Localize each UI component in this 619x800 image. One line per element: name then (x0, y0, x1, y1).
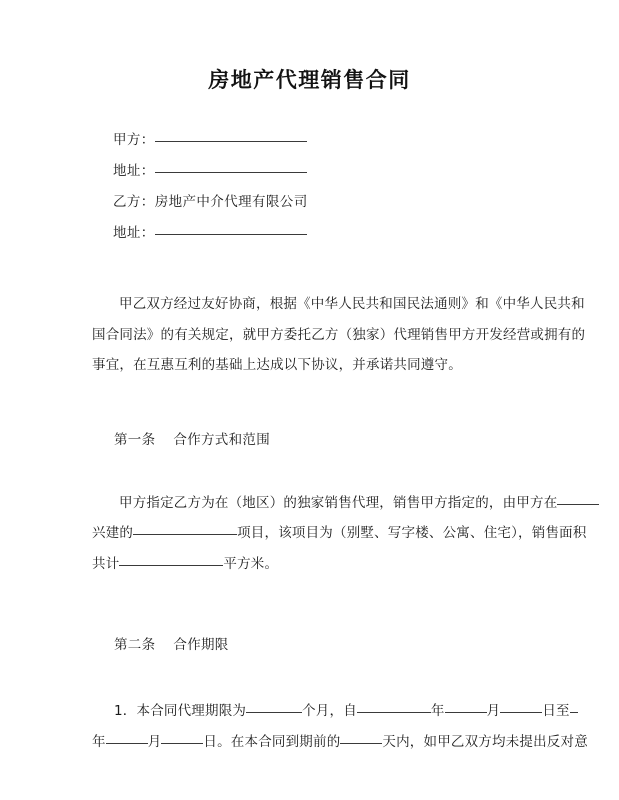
section-2-item-2-text-b: 月 (147, 733, 162, 750)
section-2-blank-start-day[interactable] (500, 699, 542, 713)
section-2-item-1-text-a: 1．本合同代理期限为 (114, 703, 247, 720)
section-1-line-2-suffix: 项目，该项目为（别墅、写字楼、公寓、住宅），销售面积 (237, 525, 587, 542)
section-2-number: 第二条 (114, 637, 156, 654)
section-1-blank-location[interactable] (557, 491, 599, 505)
section-1-line-2-prefix: 兴建的 (92, 525, 134, 542)
preamble-line-3: 事宜，在互惠互利的基础上达成以下协议，并承诺共同遵守。 (92, 357, 462, 374)
party-label-yifang: 乙方： (113, 194, 155, 211)
section-2-item-1-text-c: 年 (430, 703, 445, 720)
section-2-item-1-text-d: 月 (486, 703, 501, 720)
section-2-title: 合作期限 (173, 637, 229, 654)
section-1-line-1-text: 甲方指定乙方为在（地区）的独家销售代理，销售甲方指定的，由甲方在 (119, 494, 558, 511)
section-2-blank-start-month[interactable] (445, 699, 487, 713)
section-1-line-3-suffix: 平方米。 (223, 555, 279, 572)
section-2-item-1-line-1 (92, 696, 570, 727)
party-value-jiafang-blank[interactable] (155, 128, 307, 142)
section-1-line-2 (92, 518, 587, 549)
section-1-body (0, 488, 619, 580)
section-1-heading (0, 425, 619, 455)
section-2-blank-end-month[interactable] (106, 730, 148, 744)
section-1-blank-project[interactable] (133, 521, 237, 535)
section-1-line-1 (92, 488, 558, 519)
section-1-number: 第一条 (114, 431, 156, 448)
preamble-paragraph (0, 289, 619, 381)
section-2-item-2-text-c: 日。在本合同到期前的 (203, 733, 341, 750)
section-2-blank-notice-days[interactable] (340, 730, 382, 744)
section-2-blank-end-wrap[interactable] (570, 699, 578, 713)
section-1-line-3 (92, 549, 524, 580)
section-2-heading (0, 630, 619, 660)
section-2-body (0, 696, 619, 757)
section-2-item-2-text-a: 年 (92, 733, 106, 750)
section-2-blank-end-day[interactable] (161, 730, 203, 744)
page-title: 房地产代理销售合同 (208, 68, 411, 92)
party-row-jiafang (113, 125, 619, 156)
party-label-jiafang: 甲方： (113, 132, 155, 149)
section-2-item-2-text-d: 天内，如甲乙双方均未提出反对意 (382, 733, 588, 750)
party-label-jiafang-address: 地址： (113, 163, 155, 180)
section-2-item-1-line-2 (92, 727, 588, 758)
party-value-jiafang-address-blank[interactable] (155, 159, 307, 173)
party-value-yifang: 房地产中介代理有限公司 (154, 194, 308, 211)
section-1-title: 合作方式和范围 (173, 431, 271, 448)
section-1-line-3-prefix: 共计 (92, 555, 120, 572)
section-2-blank-months[interactable] (246, 699, 302, 713)
section-2-item-1-text-b: 个月，自 (302, 703, 357, 720)
party-row-jiafang-address (113, 156, 619, 187)
party-label-yifang-address: 地址： (113, 225, 155, 242)
preamble-line-2: 国合同法》的有关规定，就甲方委托乙方（独家）代理销售甲方开发经营或拥有的 (92, 326, 586, 343)
party-block (0, 125, 619, 249)
party-value-yifang-address-blank[interactable] (155, 221, 307, 235)
preamble-line-1: 甲乙双方经过友好协商，根据《中华人民共和国民法通则》和《中华人民共和 (119, 296, 585, 313)
section-2-item-1-text-e: 日至 (542, 703, 570, 720)
section-2-blank-start-year[interactable] (357, 699, 431, 713)
section-1-blank-area[interactable] (119, 552, 223, 566)
party-row-yifang-address (113, 218, 619, 249)
party-row-yifang (113, 187, 619, 218)
